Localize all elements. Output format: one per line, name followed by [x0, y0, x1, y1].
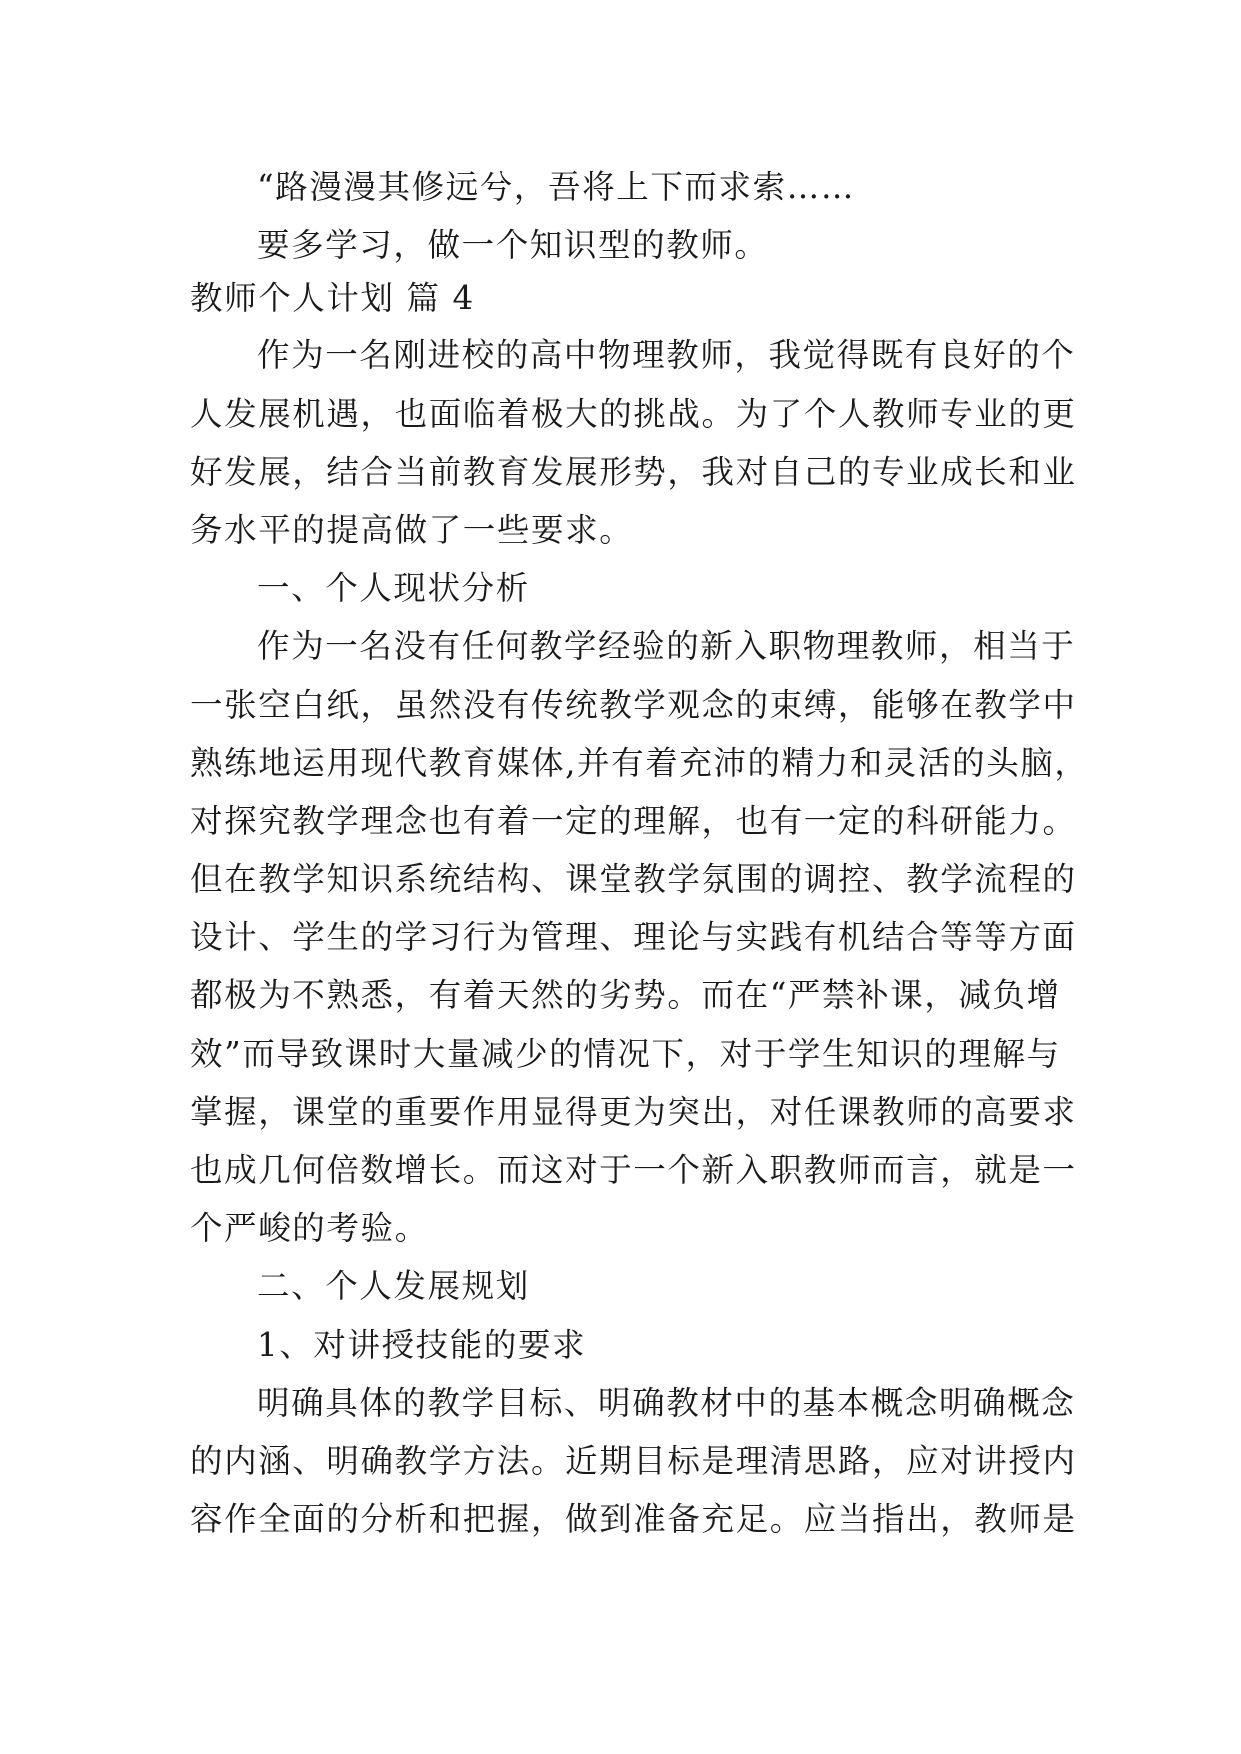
paragraph-line: 设计、学生的学习行为管理、理论与实践有机结合等等方面	[190, 918, 1077, 957]
paragraph-line: 但在教学知识系统结构、课堂教学氛围的调控、教学流程的	[190, 860, 1077, 899]
paragraph-line: 熟练地运用现代教育媒体,并有着充沛的精力和灵活的头脑，	[190, 743, 1089, 782]
paragraph-line: 掌握，课堂的重要作用显得更为突出，对任课教师的高要求	[190, 1092, 1077, 1131]
section-heading: 教师个人计划 篇 4	[190, 279, 475, 318]
subsection-heading: 1、对讲授技能的要求	[257, 1325, 587, 1364]
paragraph-line: 对探究教学理念也有着一定的理解，也有一定的科研能力。	[190, 801, 1077, 840]
paragraph-line: 的内涵、明确教学方法。近期目标是理清思路，应对讲授内	[190, 1441, 1077, 1480]
paragraph-line: 也成几何倍数增长。而这对于一个新入职教师而言，就是一	[190, 1151, 1077, 1189]
paragraph-line: 都极为不熟悉，有着天然的劣势。而在“严禁补课，减负增	[190, 976, 1061, 1015]
paragraph-line: 效”而导致课时大量减少的情况下，对于学生知识的理解与	[190, 1034, 1061, 1073]
paragraph-line: 容作全面的分析和把握，做到准备充足。应当指出，教师是	[190, 1500, 1077, 1539]
paragraph-line: 务水平的提高做了一些要求。	[190, 510, 634, 549]
paragraph-line: 明确具体的教学目标、明确教材中的基本概念明确概念	[257, 1383, 1076, 1422]
paragraph-line: 好发展，结合当前教育发展形势，我对自己的专业成长和业	[190, 452, 1077, 491]
document-page	[190, 158, 1089, 1548]
subsection-heading: 二、个人发展规划	[257, 1267, 530, 1306]
paragraph-line: 作为一名没有任何教学经验的新入职物理教师，相当于	[257, 627, 1076, 666]
subsection-heading: 一、个人现状分析	[257, 569, 530, 608]
paragraph-line: 作为一名刚进校的高中物理教师，我觉得既有良好的个	[257, 336, 1076, 375]
paragraph-line: 一张空白纸，虽然没有传统教学观念的束缚，能够在教学中	[190, 685, 1077, 724]
paragraph-line: 人发展机遇，也面临着极大的挑战。为了个人教师专业的更	[190, 394, 1077, 433]
quote-line: “路漫漫其修远兮，吾将上下而求索……	[257, 168, 855, 206]
paragraph-line: 要多学习，做一个知识型的教师。	[257, 226, 769, 265]
paragraph-line: 个严峻的考验。	[190, 1209, 429, 1248]
